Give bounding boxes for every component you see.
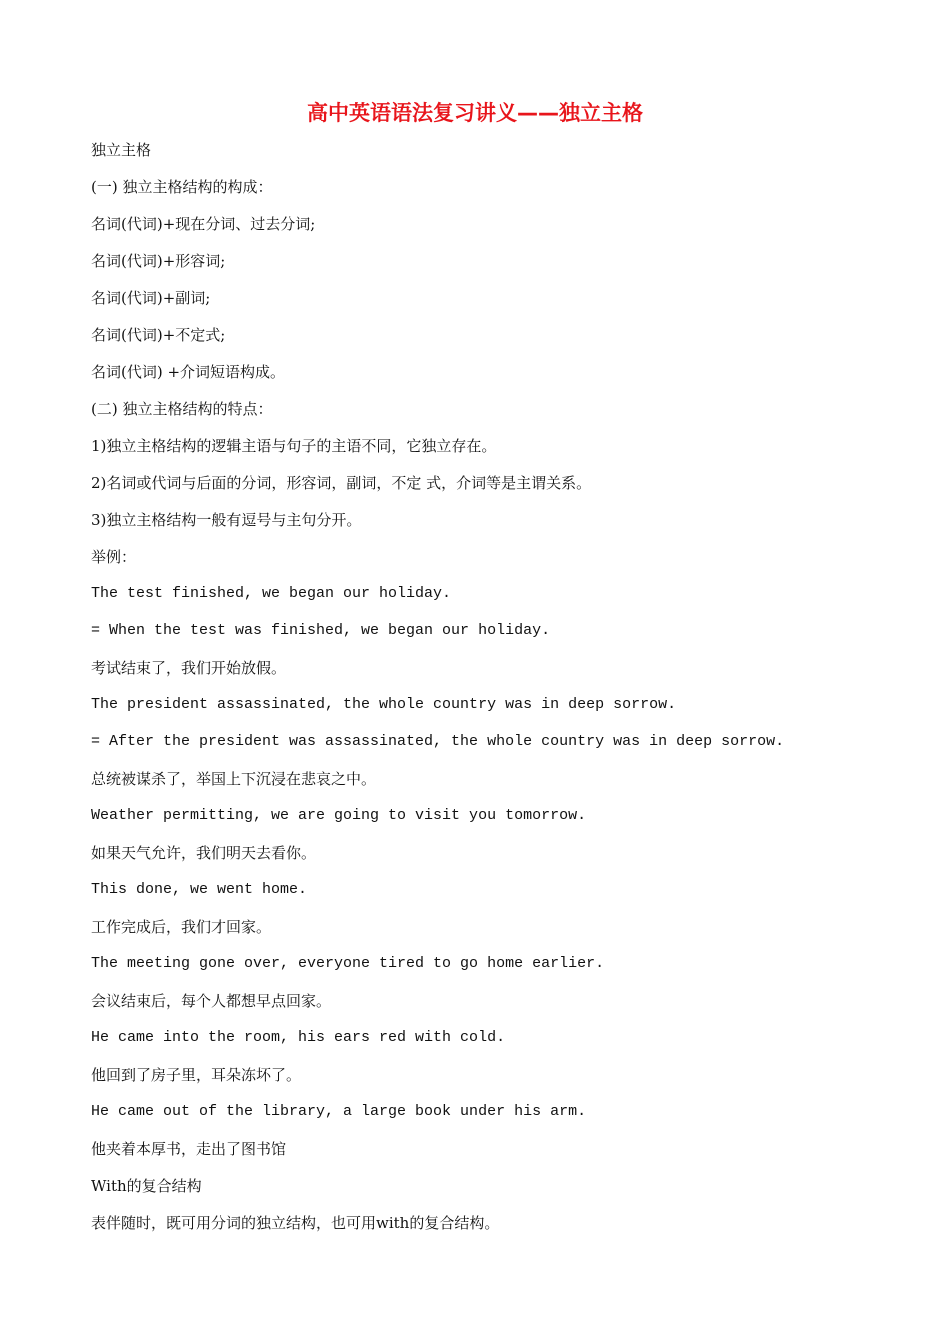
- text-line: 2)名词或代词与后面的分词，形容词，副词，不定 式，介词等是主谓关系。: [91, 474, 592, 492]
- example-translation-zh: 他回到了房子里，耳朵冻坏了。: [91, 1066, 302, 1084]
- example-translation-zh: 考试结束了，我们开始放假。: [91, 659, 287, 677]
- example-sentence-en: = When the test was finished, we began our holiday.: [91, 622, 551, 639]
- text-line: 名词(代词) +介词短语构成。: [91, 363, 286, 381]
- example-translation-zh: 他夹着本厚书，走出了图书馆: [91, 1140, 287, 1158]
- text-line: 表伴随时，既可用分词的独立结构，也可用with的复合结构。: [91, 1214, 500, 1232]
- text-line: (二) 独立主格结构的特点：: [91, 400, 273, 418]
- text-line: (一) 独立主格结构的构成：: [91, 178, 273, 196]
- document-title: 高中英语语法复习讲义——独立主格: [307, 101, 643, 125]
- example-sentence-en: He came into the room, his ears red with cold.: [91, 1029, 506, 1046]
- example-translation-zh: 工作完成后，我们才回家。: [91, 918, 272, 936]
- text-line: 独立主格: [91, 141, 152, 159]
- text-line: 名词(代词)+副词;: [91, 289, 211, 307]
- example-sentence-en: The test finished, we began our holiday.: [91, 585, 452, 602]
- text-line: 举例：: [91, 548, 137, 566]
- section-heading: With的复合结构: [91, 1177, 202, 1195]
- example-translation-zh: 总统被谋杀了，举国上下沉浸在悲哀之中。: [91, 770, 377, 788]
- text-line: 名词(代词)+不定式;: [91, 326, 226, 344]
- example-sentence-en: The meeting gone over, everyone tired to go home earlier.: [91, 955, 605, 972]
- text-line: 3)独立主格结构一般有逗号与主句分开。: [91, 511, 362, 529]
- document-body: [91, 135, 911, 1245]
- example-sentence-en: This done, we went home.: [91, 881, 308, 898]
- example-translation-zh: 如果天气允许，我们明天去看你。: [91, 844, 317, 862]
- example-sentence-en: The president assassinated, the whole country was in deep sorrow.: [91, 696, 677, 713]
- text-line: 名词(代词)+现在分词、过去分词;: [91, 215, 316, 233]
- example-sentence-en: Weather permitting, we are going to visit you tomorrow.: [91, 807, 587, 824]
- text-line: 1)独立主格结构的逻辑主语与句子的主语不同，它独立存在。: [91, 437, 497, 455]
- example-translation-zh: 会议结束后，每个人都想早点回家。: [91, 992, 332, 1010]
- text-line: 名词(代词)+形容词;: [91, 252, 226, 270]
- example-sentence-en: = After the president was assassinated, the whole country was in deep sorrow.: [91, 733, 785, 750]
- example-sentence-en: He came out of the library, a large book under his arm.: [91, 1103, 587, 1120]
